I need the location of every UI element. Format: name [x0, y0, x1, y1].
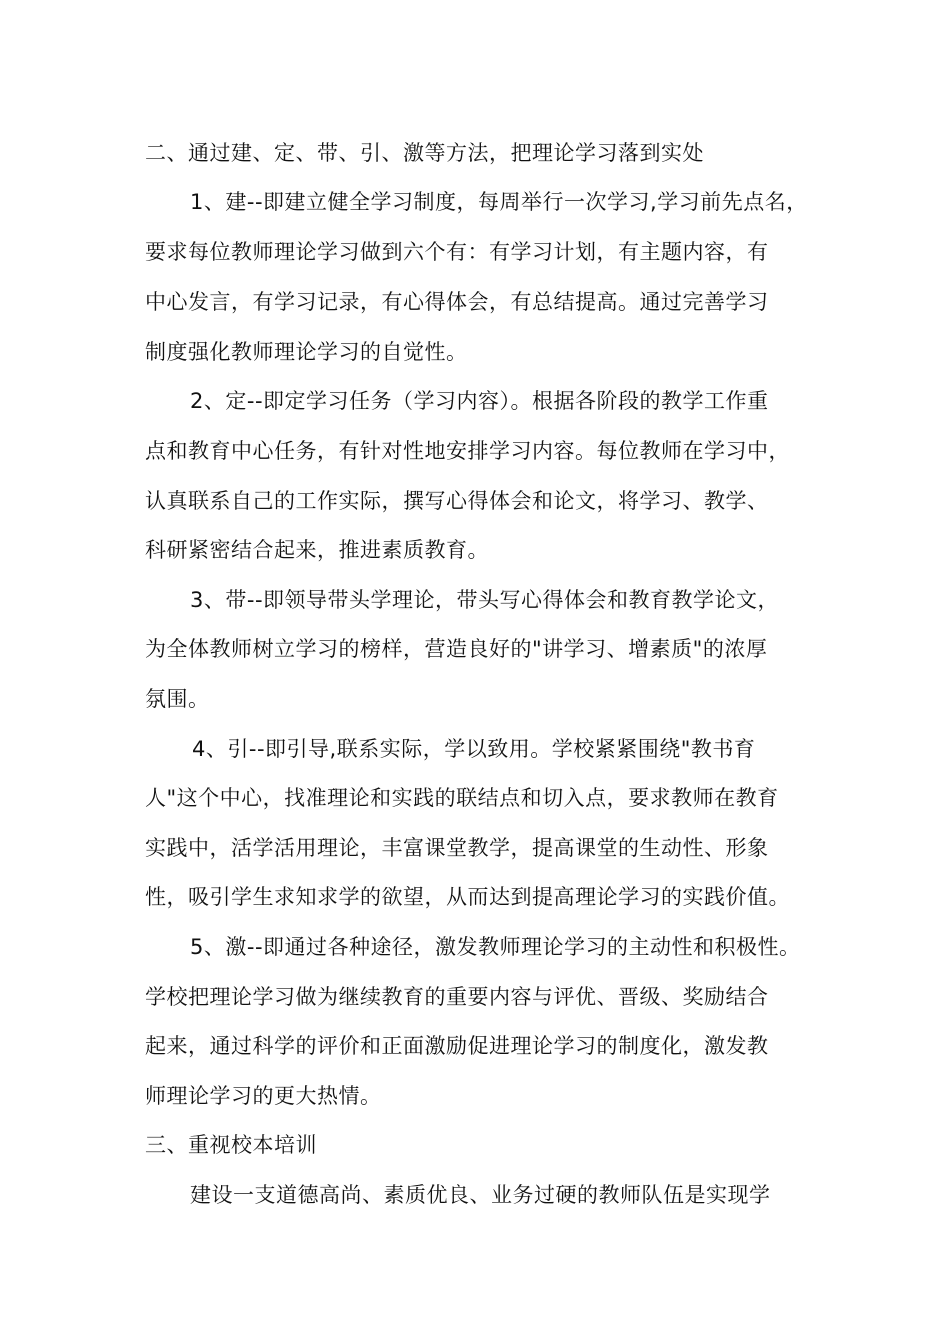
paragraph-4-line: 实践中，活学活用理论，丰富课堂教学，提高课堂的生动性、形象: [145, 836, 769, 860]
paragraph-2-line: 科研紧密结合起来，推进素质教育。: [145, 538, 489, 562]
paragraph-2-line: 点和教育中心任务，有针对性地安排学习内容。每位教师在学习中，: [145, 439, 790, 463]
paragraph-5-line: 师理论学习的更大热情。: [145, 1084, 382, 1108]
paragraph-4-line: 4、引--即引导,联系实际，学以致用。学校紧紧围绕"教书育: [192, 737, 756, 761]
paragraph-2-line: 2、定--即定学习任务（学习内容）。根据各阶段的教学工作重: [190, 389, 769, 413]
paragraph-5-line: 5、激--即通过各种途径，激发教师理论学习的主动性和积极性。: [190, 935, 801, 959]
paragraph-4-line: 人"这个中心，找准理论和实践的联结点和切入点，要求教师在教育: [145, 786, 779, 810]
paragraph-3-line: 氛围。: [145, 687, 210, 711]
paragraph-2-line: 认真联系自己的工作实际，撰写心得体会和论文，将学习、教学、: [145, 489, 769, 513]
paragraph-1-line: 中心发言，有学习记录，有心得体会，有总结提高。通过完善学习: [145, 290, 769, 314]
paragraph-3-line: 为全体教师树立学习的榜样，营造良好的"讲学习、增素质"的浓厚: [145, 637, 768, 661]
paragraph-5-line: 学校把理论学习做为继续教育的重要内容与评优、晋级、奖励结合: [145, 985, 769, 1009]
paragraph-6-line: 建设一支道德高尚、素质优良、业务过硬的教师队伍是实现学: [190, 1183, 771, 1207]
paragraph-3-line: 3、带--即领导带头学理论，带头写心得体会和教育教学论文，: [190, 588, 780, 612]
section-heading-3: 三、重视校本培训: [145, 1133, 317, 1157]
paragraph-1-line: 要求每位教师理论学习做到六个有：有学习计划，有主题内容，有: [145, 240, 769, 264]
paragraph-1-line: 1、建--即建立健全学习制度，每周举行一次学习,学习前先点名，: [190, 190, 808, 214]
section-heading-2: 二、通过建、定、带、引、激等方法，把理论学习落到实处: [145, 141, 704, 165]
paragraph-5-line: 起来，通过科学的评价和正面激励促进理论学习的制度化，激发教: [145, 1034, 769, 1058]
paragraph-4-line: 性，吸引学生求知求学的欲望，从而达到提高理论学习的实践价值。: [145, 885, 790, 909]
paragraph-1-line: 制度强化教师理论学习的自觉性。: [145, 340, 468, 364]
